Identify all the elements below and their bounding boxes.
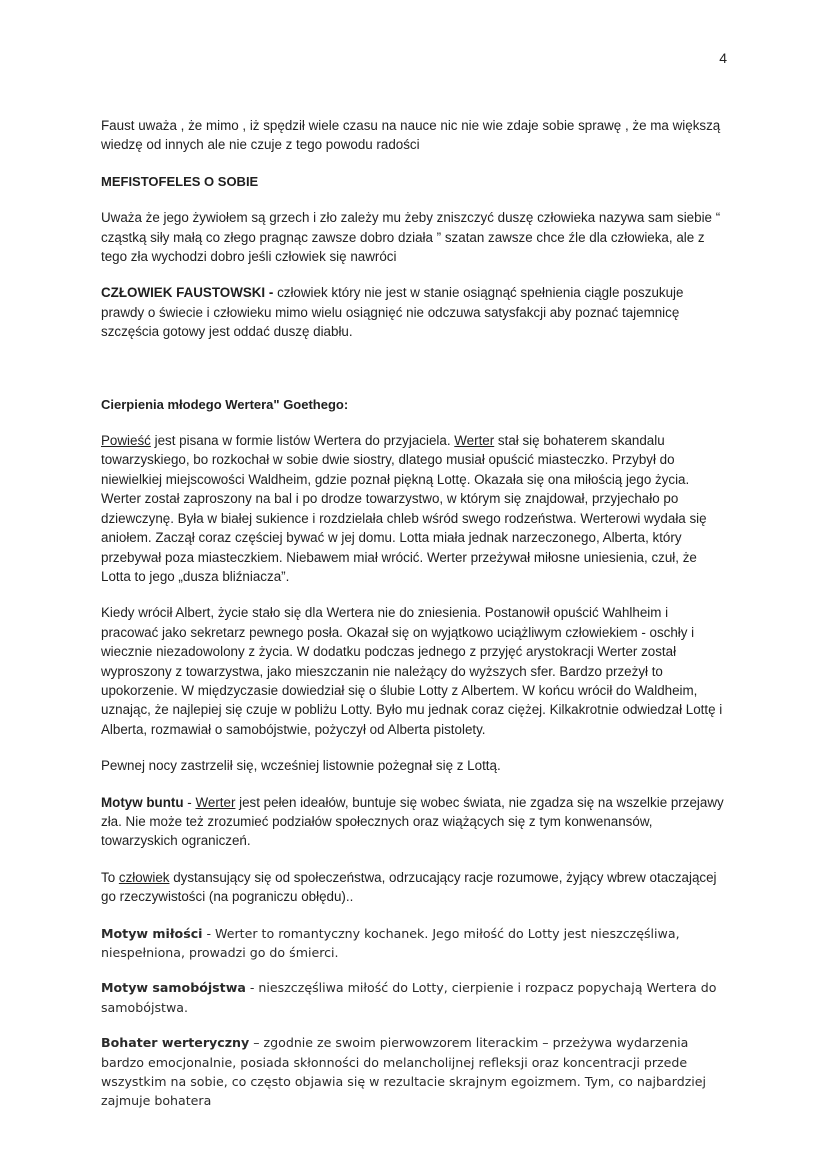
bohater-term: Bohater werteryczny (101, 1035, 250, 1051)
motyw-milosci-term: Motyw miłości (101, 925, 203, 941)
motyw-samobojstwa-term: Motyw samobójstwa (101, 980, 246, 996)
czlowiek-text-1: To (101, 869, 119, 885)
motyw-buntu-text: jest pełen ideałów, buntuje się wobec świata, nie zgadza się na wszelkie przejawy zła. Nie może też zrozumieć podziałów społecznych oraz wiążących się z tym konwenansów, towarzyskich ograniczeń. (101, 794, 724, 849)
motyw-buntu-term: Motyw buntu (101, 794, 184, 810)
section-spacer (101, 359, 729, 395)
link-powiesc[interactable]: Powieść (101, 433, 151, 449)
motyw-buntu-paragraph (101, 793, 729, 851)
werter-paragraph-3: Pewnej nocy zastrzelił się, wcześniej listownie pożegnał się z Lottą. (101, 758, 501, 774)
mefisto-paragraph: Uważa że jego żywiołem są grzech i zło zależy mu żeby zniszczyć duszę człowieka nazywa sam siebie “ cząstką siły małą co złego pragnąc zawsze dobro działa ” szatan zawsze chce źle dla człowieka, ale z tego zła wychodzi dobro jeśli człowiek się nawróci (101, 210, 721, 265)
motyw-milosci-text: - Werter to romantyczny kochanek. Jego miłość do Lotty jest nieszczęśliwa, niespełniona, prowadzi go do śmierci. (101, 925, 680, 960)
motyw-samobojstwa-paragraph (101, 978, 729, 1017)
faust-paragraph: Faust uważa , że mimo , iż spędził wiele czasu na nauce nic nie wie zdaje sobie sprawę , że ma większą wiedzę od innych ale nie czuje z tego powodu radości (101, 118, 721, 153)
werter-p1-text-1: jest pisana w formie listów Wertera do przyjaciela. (150, 433, 455, 449)
page-content (101, 116, 729, 1128)
werter-p1-text-2: stał się bohaterem skandalu towarzyskiego, bo rozkochał w sobie dwie siostry, dlatego musiał opuścić miasteczko. Przybył do niewielkiej miejscowości Waldheim, gdzie poznał piękną Lottę. Okazała się ona miłością jego życia. Werter został zaproszony na bal i po drodze towarzystwo, w którym się znajdował, przyjechało po dziewczynę. Była w białej sukience i rozdzielała chleb wśród swego rodzeństwa. Werterowi wydała się aniołem. Zaczął coraz częściej bywać w jej domu. Lotta miała jednak narzeczonego, Alberta, który przebywał poza miasteczkiem. Niebawem miał wrócić. Werter przeżywał miłosne uniesienia, czuł, że Lotta to jego „dusza bliźniacza”. (101, 433, 707, 584)
link-werter[interactable]: Werter (454, 433, 495, 449)
link-werter-2[interactable]: Werter (195, 794, 236, 810)
czlowiek-text-2: dystansujący się od społeczeństwa, odrzucający racje rozumowe, żyjący wbrew otaczającej go rzeczywistości (na pograniczu obłędu).. (101, 869, 717, 905)
bohater-paragraph (101, 1033, 729, 1111)
motyw-buntu-dash: - (183, 794, 196, 810)
bohater-text: – zgodnie ze swoim pierwowzorem literackim – przeżywa wydarzenia bardzo emocjonalnie, posiada skłonności do melancholijnej refleksji oraz koncentracji przede wszystkim na sobie, co często objawia się w rezultacie skrajnym egoizmem. Tym, co najbardziej zajmuje bohatera (101, 1035, 707, 1109)
motyw-samobojstwa-text: - nieszczęśliwa miłość do Lotty, cierpienie i rozpacz popychają Wertera do samobójstwa. (101, 980, 717, 1015)
werter-paragraph-1 (101, 431, 729, 586)
page-number: 4 (719, 50, 727, 66)
motyw-milosci-paragraph (101, 924, 729, 963)
link-czlowiek[interactable]: człowiek (118, 869, 170, 885)
czlowiek-paragraph (101, 868, 729, 907)
faust-man-text: człowiek który nie jest w stanie osiągnąć spełnienia ciągle poszukuje prawdy o świecie i człowieku mimo wielu osiągnięć nie odczuwa satysfakcji aby poznać tajemnicę szczęścia gotowy jest oddać duszę diabłu. (101, 285, 684, 340)
mefisto-heading: MEFISTOFELES O SOBIE (101, 173, 259, 189)
werter-paragraph-2: Kiedy wrócił Albert, życie stało się dla Wertera nie do zniesienia. Postanowił opuścić Wahlheim i pracować jako sekretarz pewnego posła. Okazał się on wyjątkowo uciążliwym człowiekiem - oschły i wiecznie niezadowolony z życia. W dodatku podczas jednego z przyjęć arystokracji Werter został wyproszony z towarzystwa, jako mieszczanin nie należący do wyższych sfer. Bardzo przeżył to upokorzenie. W międzyczasie dowiedział się o ślubie Lotty z Albertem. W końcu wrócił do Waldheim, uznając, że najlepiej się czuje w pobliżu Lotty. Było mu jednak coraz ciężej. Kilkakrotnie odwiedzał Lottę i Alberta, rozmawiał o samobójstwie, pożyczył od Alberta pistolety. (101, 605, 723, 737)
werter-heading: Cierpienia młodego Wertera" Goethego: (101, 396, 349, 412)
faust-man-paragraph (101, 283, 729, 341)
faust-man-term: CZŁOWIEK FAUSTOWSKI - (101, 285, 274, 301)
